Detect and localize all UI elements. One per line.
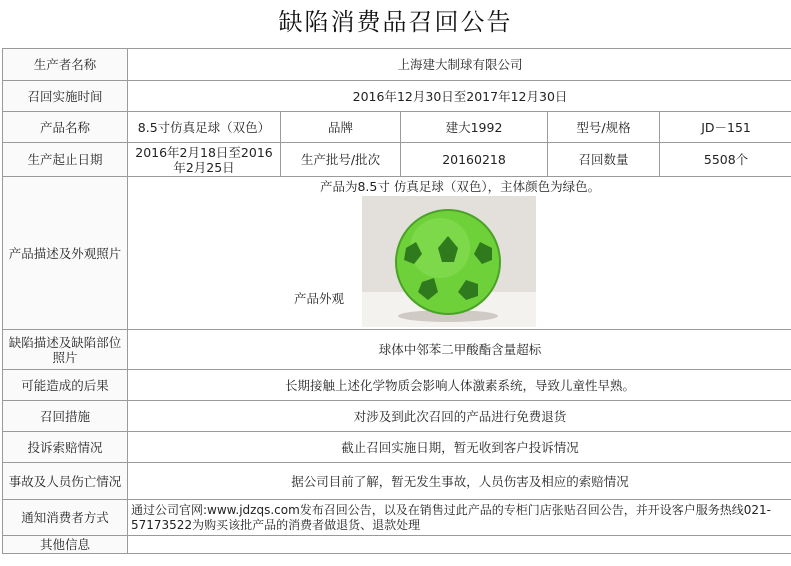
consequence-label: 可能造成的后果 xyxy=(3,370,128,401)
row-description xyxy=(3,177,791,330)
description-label: 产品描述及外观照片 xyxy=(3,177,128,330)
recall-table xyxy=(2,48,791,554)
producer-value: 上海建大制球有限公司 xyxy=(128,49,791,81)
accidents-value: 据公司目前了解，暂无发生事故，人员伤害及相应的索赔情况 xyxy=(128,463,791,500)
row-complaints xyxy=(3,432,791,463)
consequence-value: 长期接触上述化学物质会影响人体激素系统，导致儿童性早熟。 xyxy=(128,370,791,401)
description-caption: 产品为8.5寸 仿真足球（双色），主体颜色为绿色。 xyxy=(319,179,601,194)
complaints-value: 截止召回实施日期，暂无收到客户投诉情况 xyxy=(128,432,791,463)
recall-quantity-label: 召回数量 xyxy=(548,143,660,177)
other-value xyxy=(128,536,791,554)
production-date-value: 2016年2月18日至2016年2月25日 xyxy=(128,143,281,177)
row-measures xyxy=(3,401,791,432)
other-label: 其他信息 xyxy=(3,536,128,554)
notice-value: 通过公司官网:www.jdzqs.com发布召回公告，以及在销售过此产品的专柜门店张贴召回公告，并开设客户服务热线021-57173522为购买该批产品的消费者做退货、退款处理 xyxy=(128,500,791,536)
notice-label: 通知消费者方式 xyxy=(3,500,128,536)
recall-quantity-value: 5508个 xyxy=(660,143,791,177)
row-other xyxy=(3,536,791,554)
measures-label: 召回措施 xyxy=(3,401,128,432)
row-production xyxy=(3,143,791,177)
page-title: 缺陷消费品召回公告 xyxy=(278,8,513,36)
batch-label: 生产批号/批次 xyxy=(281,143,401,177)
row-product xyxy=(3,112,791,143)
football-image xyxy=(362,196,536,327)
row-accidents xyxy=(3,463,791,500)
row-producer xyxy=(3,49,791,81)
brand-label: 品牌 xyxy=(281,112,401,143)
row-defect xyxy=(3,330,791,370)
photo-label: 产品外观 xyxy=(294,291,345,306)
row-notice xyxy=(3,500,791,536)
defect-label: 缺陷描述及缺陷部位照片 xyxy=(3,330,128,370)
complaints-label: 投诉索赔情况 xyxy=(3,432,128,463)
model-value: JD－151 xyxy=(660,112,791,143)
production-date-label: 生产起止日期 xyxy=(3,143,128,177)
recall-period-value: 2016年12月30日至2017年12月30日 xyxy=(128,81,791,112)
row-recall-period xyxy=(3,81,791,112)
description-cell xyxy=(128,177,791,330)
batch-value: 20160218 xyxy=(401,143,548,177)
model-label: 型号/规格 xyxy=(548,112,660,143)
accidents-label: 事故及人员伤亡情况 xyxy=(3,463,128,500)
product-name-label: 产品名称 xyxy=(3,112,128,143)
row-consequence xyxy=(3,370,791,401)
product-name-value: 8.5寸仿真足球（双色） xyxy=(128,112,281,143)
recall-period-label: 召回实施时间 xyxy=(3,81,128,112)
producer-label: 生产者名称 xyxy=(3,49,128,81)
brand-value: 建大1992 xyxy=(401,112,548,143)
product-photo xyxy=(362,196,536,327)
defect-value: 球体中邻苯二甲酸酯含量超标 xyxy=(128,330,791,370)
measures-value: 对涉及到此次召回的产品进行免费退货 xyxy=(128,401,791,432)
